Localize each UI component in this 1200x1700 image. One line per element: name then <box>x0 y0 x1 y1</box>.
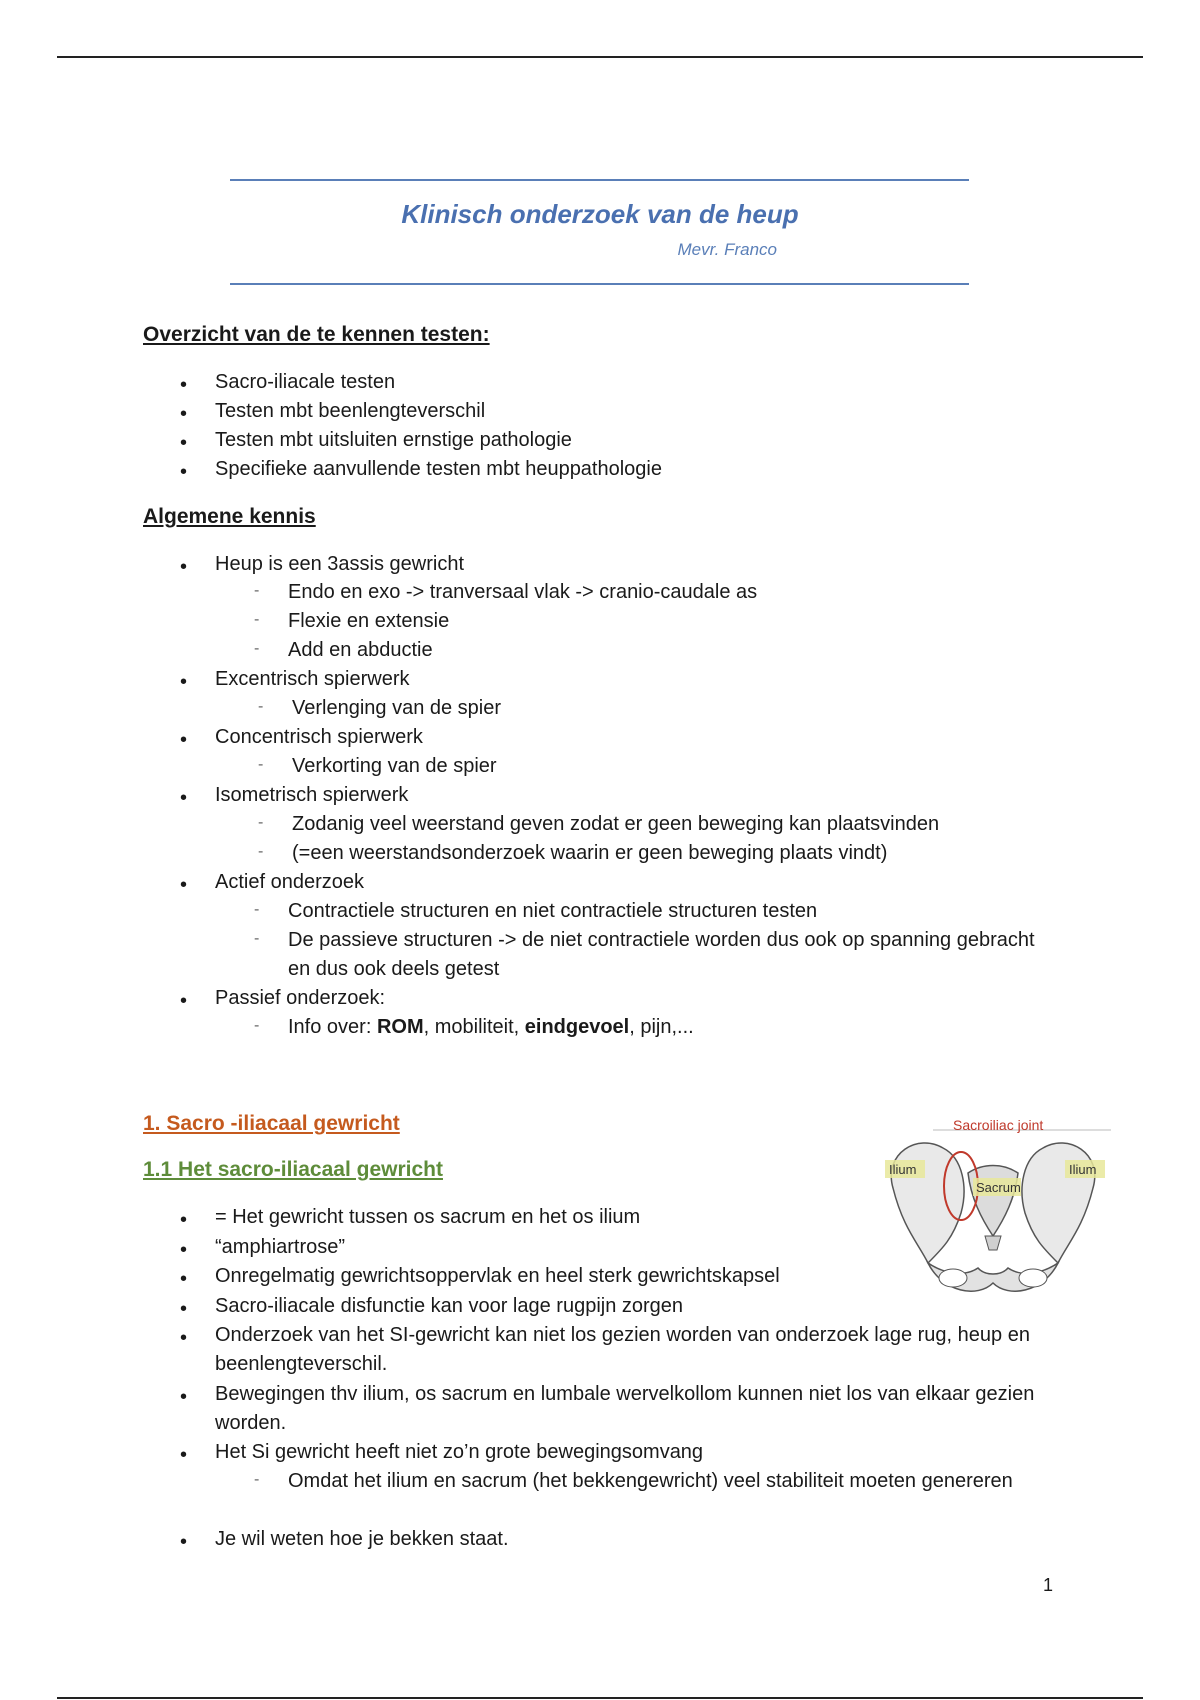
list-item: Onregelmatig gewrichtsoppervlak en heel sterk gewrichtskapsel <box>215 1265 780 1287</box>
dash-icon: - <box>254 640 260 657</box>
bullet-icon: • <box>180 1444 188 1466</box>
bullet-icon: • <box>180 1386 188 1408</box>
dash-icon: - <box>258 814 264 831</box>
list-item: = Het gewricht tussen os sacrum en het os ilium <box>215 1206 641 1228</box>
sub-list-item <box>288 1013 1068 1042</box>
ilium-left-label: Ilium <box>889 1162 917 1177</box>
list-item: Actief onderzoek <box>215 871 364 893</box>
page-top-rule <box>57 56 1143 58</box>
list-item: Passief onderzoek: <box>215 987 386 1009</box>
list-item: Sacro-iliacale disfunctie kan voor lage rugpijn zorgen <box>215 1295 684 1317</box>
document-title: Klinisch onderzoek van de heup <box>401 199 799 229</box>
dash-icon: - <box>254 582 260 599</box>
list-item: Je wil weten hoe je bekken staat. <box>215 1528 509 1550</box>
bullet-icon: • <box>180 874 188 896</box>
dash-icon: - <box>254 1471 260 1488</box>
list-item-continued: beenlengteverschil. <box>215 1353 388 1375</box>
bullet-icon: • <box>180 1268 188 1290</box>
sub-list-item: Verlenging van de spier <box>292 697 502 719</box>
list-item: Testen mbt uitsluiten ernstige pathologie <box>215 429 572 451</box>
info-end: eindgevoel <box>524 1016 630 1038</box>
bullet-icon: • <box>180 403 188 425</box>
bullet-icon: • <box>180 671 188 693</box>
page-number: 1 <box>1043 1575 1054 1595</box>
section-1-1-heading: 1.1 Het sacro-iliacaal gewricht <box>143 1158 443 1181</box>
dash-icon: - <box>254 611 260 628</box>
info-rom: ROM <box>376 1016 424 1038</box>
sub-list-item: Omdat het ilium en sacrum (het bekkengewricht) veel stabiliteit moeten genereren <box>288 1470 1013 1492</box>
bullet-icon: • <box>180 1327 188 1349</box>
ilium-right-label: Ilium <box>1069 1162 1097 1177</box>
bullet-icon: • <box>180 374 188 396</box>
sub-list-item: Zodanig veel weerstand geven zodat er geen beweging kan plaatsvinden <box>292 813 940 835</box>
sacroiliac-joint-label: Sacroiliac joint <box>953 1118 1044 1133</box>
sub-list-item: (=een weerstandsonderzoek waarin er geen beweging plaats vindt) <box>292 842 888 864</box>
sub-list-item: Contractiele structuren en niet contractiele structuren testen <box>288 900 818 922</box>
dash-icon: - <box>254 930 260 947</box>
list-item: “amphiartrose” <box>215 1236 346 1258</box>
dash-icon: - <box>254 1017 260 1034</box>
list-item: Sacro-iliacale testen <box>215 371 396 393</box>
sub-list-item: Add en abductie <box>288 639 433 661</box>
bullet-icon: • <box>180 432 188 454</box>
bullet-icon: • <box>180 1531 188 1553</box>
list-item: Isometrisch spierwerk <box>215 784 409 806</box>
list-item: Specifieke aanvullende testen mbt heuppathologie <box>215 458 662 480</box>
sub-list-item: De passieve structuren -> de niet contractiele worden dus ook op spanning gebracht <box>288 929 1035 951</box>
info-mid: , mobiliteit, <box>423 1016 525 1038</box>
bullet-icon: • <box>180 729 188 751</box>
sub-list-item: Flexie en extensie <box>288 610 450 632</box>
list-item: Bewegingen thv ilium, os sacrum en lumbale wervelkollom kunnen niet los van elkaar gezien <box>215 1383 1035 1405</box>
bullet-icon: • <box>180 461 188 483</box>
document-author: Mevr. Franco <box>677 240 777 259</box>
list-item: Heup is een 3assis gewricht <box>215 553 465 575</box>
general-heading: Algemene kennis <box>143 505 316 528</box>
bullet-icon: • <box>180 1298 188 1320</box>
sacrum-label: Sacrum <box>976 1180 1021 1195</box>
dash-icon: - <box>258 756 264 773</box>
bullet-icon: • <box>180 556 188 578</box>
list-item: Het Si gewricht heeft niet zo’n grote bewegingsomvang <box>215 1441 704 1463</box>
list-item: Concentrisch spierwerk <box>215 726 423 748</box>
bullet-icon: • <box>180 787 188 809</box>
bullet-icon: • <box>180 1209 188 1231</box>
info-prefix: Info over: <box>288 1016 377 1038</box>
dash-icon: - <box>254 901 260 918</box>
sub-list-item: Endo en exo -> tranversaal vlak -> cranio-caudale as <box>288 581 758 603</box>
list-item-continued: worden. <box>215 1412 287 1434</box>
list-item: Onderzoek van het SI-gewricht kan niet los gezien worden van onderzoek lage rug, heup en <box>215 1324 1030 1346</box>
section-1-heading: 1. Sacro -iliacaal gewricht <box>143 1112 400 1135</box>
dash-icon: - <box>258 698 264 715</box>
list-item: Excentrisch spierwerk <box>215 668 410 690</box>
title-rule-top <box>230 179 969 181</box>
sub-list-item: Verkorting van de spier <box>292 755 497 777</box>
dash-icon: - <box>258 843 264 860</box>
title-rule-bottom <box>230 283 969 285</box>
page-bottom-rule <box>57 1697 1143 1699</box>
sub-list-item-continued: en dus ook deels getest <box>288 958 500 980</box>
list-item: Testen mbt beenlengteverschil <box>215 400 486 422</box>
bullet-icon: • <box>180 990 188 1012</box>
overview-heading: Overzicht van de te kennen testen: <box>143 323 490 346</box>
info-suffix: , pijn,... <box>629 1016 694 1038</box>
bullet-icon: • <box>180 1239 188 1261</box>
pelvis-illustration <box>873 1118 1113 1308</box>
